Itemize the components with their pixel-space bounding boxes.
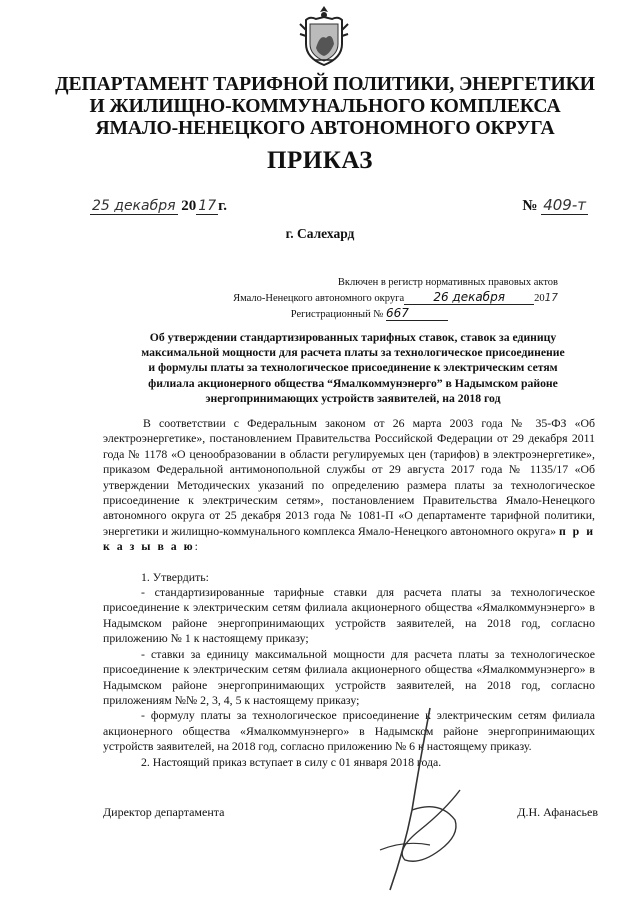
registry-stamp bbox=[208, 276, 558, 322]
order-item: 1. Утвердить: bbox=[141, 569, 209, 584]
stamp-year-prefix: 20 bbox=[534, 293, 545, 304]
number-label: № bbox=[522, 198, 538, 214]
stamp-line-2 bbox=[208, 290, 558, 306]
order-item: - ставки за единицу максимальной мощности для расчета платы за технологическое присоединение к электрическим сетям филиала акционерного общества «Ямалкоммунэнерго» в Надымском районе энергопринимающих устройств заявителей, на 2018 год, согласно приложениям №№ 2, 3, 4, 5 к настоящему приказу; bbox=[103, 646, 595, 707]
signatory-name: Д.Н. Афанасьев bbox=[517, 805, 598, 819]
handwritten-date: 25 декабря bbox=[92, 198, 176, 214]
signatory-position: Директор департамента bbox=[103, 805, 225, 819]
stamp-line-1: Включен в регистр нормативных правовых актов bbox=[337, 277, 558, 288]
stamp-line-3 bbox=[208, 306, 558, 322]
handwritten-year: 17 bbox=[198, 198, 217, 214]
order-subject bbox=[118, 330, 588, 406]
year-prefix: 20 bbox=[181, 198, 197, 214]
subject-line: максимальной мощности для расчета платы за технологическое присоединение bbox=[141, 346, 565, 360]
year-suffix: г. bbox=[218, 198, 227, 214]
department-line: И ЖИЛИЩНО-КОММУНАЛЬНОГО КОМПЛЕКСА bbox=[89, 96, 561, 117]
order-body bbox=[103, 416, 595, 770]
subject-line: энергопринимающих устройств заявителей, на 2018 год bbox=[205, 391, 501, 405]
stamp-region: Ямало-Ненецкого автономного округа bbox=[233, 293, 405, 304]
department-name bbox=[30, 74, 620, 140]
order-item: - формулу платы за технологическое присоединение к электрическим сетям филиала акционерного общества «Ямалкоммунэнерго» в Надымском районе энергопринимающих устройств заявителей, на 2018 год, согласно приложению № 6 к настоящему приказу. bbox=[103, 708, 595, 754]
preamble-text: В соответствии с Федеральным законом от 26 марта 2003 года № 35-ФЗ «Об электроэнергетике», постановлением Правительства Российской Федерации от 29 декабря 2011 года № 1178 «О ценообразовании в области регулируемых цен (тарифов) в электроэнергетике», приказом Федеральной антимонопольной службы от 29 августа 2017 года № 1135/17 «Об утверждении Методических указаний по определению размера платы за технологическое присоединение к электрическим сетям», постановлением Правительства Ямало-Ненецкого автономного округа от 25 декабря 2013 года № 1081-П «О департаменте тарифной политики, энергетики и жилищно-коммунального комплекса Ямало-Ненецкого автономного округа» bbox=[103, 416, 595, 538]
city: г. Салехард bbox=[285, 226, 355, 241]
stamp-handwritten-number: 667 bbox=[386, 306, 448, 321]
order-colon: : bbox=[194, 539, 198, 554]
stamp-handwritten-year: 17 bbox=[544, 292, 558, 304]
subject-line: филиала акционерного общества “Ямалкоммунэнерго” в Надымском районе bbox=[148, 376, 558, 390]
document-type: ПРИКАЗ bbox=[267, 147, 373, 174]
coat-of-arms-icon bbox=[296, 4, 352, 68]
stamp-reg-label: Регистрационный № bbox=[290, 309, 384, 320]
order-item: - стандартизированные тарифные ставки для расчета платы за технологическое присоединение к электрическим сетям филиала акционерного общества «Ямалкоммунэнерго» в Надымском районе энергопринимающих устройств заявителей, на 2018 год, согласно приложению № 1 к настоящему приказу; bbox=[103, 585, 595, 646]
department-line: ДЕПАРТАМЕНТ ТАРИФНОЙ ПОЛИТИКИ, ЭНЕРГЕТИКИ bbox=[55, 74, 595, 95]
order-item: 2. Настоящий приказ вступает в силу с 01 января 2018 года. bbox=[141, 754, 442, 769]
order-number bbox=[522, 196, 588, 215]
preamble-paragraph bbox=[103, 416, 595, 555]
department-line: ЯМАЛО-НЕНЕЦКОГО АВТОНОМНОГО ОКРУГА bbox=[95, 118, 555, 139]
order-word: п р и к а з ы в а ю bbox=[103, 523, 595, 554]
stamp-handwritten-date: 26 декабря bbox=[404, 290, 534, 305]
subject-line: и формулы платы за технологическое присоединение к электрическим сетям bbox=[148, 361, 558, 375]
subject-line: Об утверждении стандартизированных тарифных ставок, ставок за единицу bbox=[149, 331, 557, 344]
order-date bbox=[90, 198, 227, 215]
handwritten-number: 409-т bbox=[543, 196, 586, 214]
handwritten-signature bbox=[360, 700, 480, 900]
